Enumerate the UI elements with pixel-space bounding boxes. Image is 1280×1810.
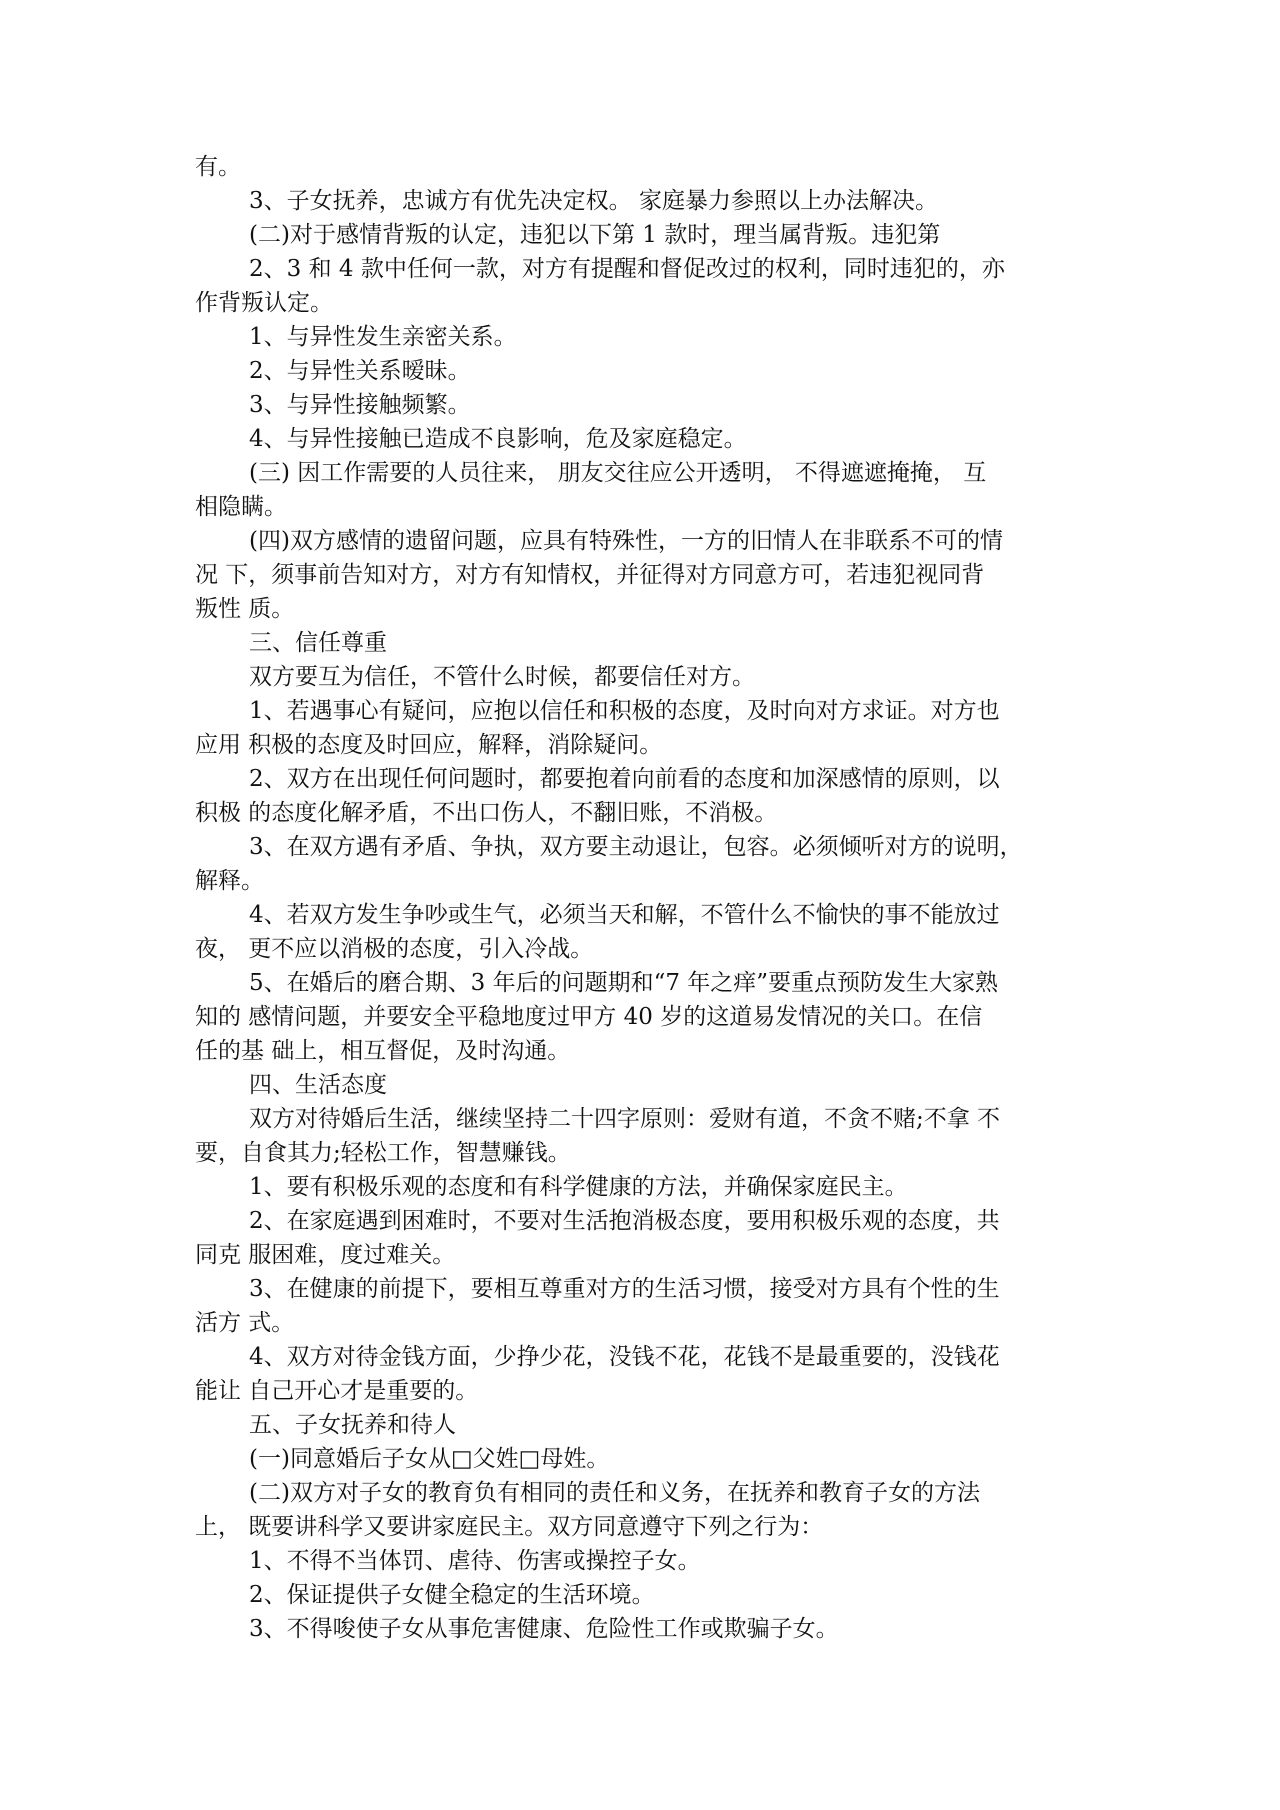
text-line: 任的基 础上，相互督促，及时沟通。: [195, 1038, 571, 1064]
text-line: 3、与异性接触频繁。: [249, 392, 471, 418]
text-line: 叛性 质。: [195, 596, 295, 622]
text-line: 应用 积极的态度及时回应，解释，消除疑问。: [195, 732, 663, 758]
paragraph: [195, 422, 1095, 456]
text-line: 活方 式。: [195, 1310, 295, 1336]
text-line: 2、在家庭遇到困难时，不要对生活抱消极态度，要用积极乐观的态度，共: [249, 1208, 1000, 1234]
text-line: 1、与异性发生亲密关系。: [249, 324, 517, 350]
text-line: (三) 因工作需要的人员往来， 朋友交往应公开透明， 不得遮遮掩掩， 互: [249, 460, 987, 486]
paragraph: [195, 388, 1095, 422]
text-line: 况 下，须事前告知对方，对方有知情权，并征得对方同意方可，若违犯视同背: [195, 562, 985, 588]
paragraph: [195, 762, 1095, 830]
text-line: (二)对于感情背叛的认定，违犯以下第 1 款时，理当属背叛。违犯第: [249, 222, 941, 248]
paragraph: [195, 1408, 1095, 1442]
text-line: 2、与异性关系暧昧。: [249, 358, 471, 384]
text-line: 2、3 和 4 款中任何一款，对方有提醒和督促改过的权利，同时违犯的，亦: [249, 256, 1005, 282]
text-line: 三、信任尊重: [249, 630, 387, 656]
paragraph: [195, 966, 1095, 1068]
document-body: [195, 150, 1095, 1646]
text-line: 能让 自己开心才是重要的。: [195, 1378, 479, 1404]
paragraph: [195, 1068, 1095, 1102]
paragraph: [195, 898, 1095, 966]
text-line: 4、与异性接触已造成不良影响，危及家庭稳定。: [249, 426, 747, 452]
text-line: 2、双方在出现任何问题时，都要抱着向前看的态度和加深感情的原则，以: [249, 766, 1000, 792]
text-line: 有。: [195, 154, 241, 180]
paragraph: [195, 1102, 1095, 1170]
paragraph: [195, 1170, 1095, 1204]
text-line: 3、不得唆使子女从事危害健康、危险性工作或欺骗子女。: [249, 1616, 839, 1642]
text-line: (二)双方对子女的教育负有相同的责任和义务，在抚养和教育子女的方法: [249, 1480, 980, 1506]
text-line: 要，自食其力;轻松工作，智慧赚钱。: [195, 1140, 571, 1166]
document-page: [195, 150, 1095, 1646]
paragraph: [195, 830, 1095, 898]
paragraph: [195, 184, 1095, 218]
text-line: 1、若遇事心有疑问，应抱以信任和积极的态度，及时向对方求证。对方也: [249, 698, 1000, 724]
text-line: 4、双方对待金钱方面，少挣少花，没钱不花，花钱不是最重要的，没钱花: [249, 1344, 1000, 1370]
paragraph: [195, 1544, 1095, 1578]
text-line: 积极 的态度化解矛盾，不出口伤人，不翻旧账，不消极。: [195, 800, 778, 826]
text-line: 同克 服困难，度过难关。: [195, 1242, 456, 1268]
paragraph: [195, 252, 1095, 320]
text-line: 3、在健康的前提下，要相互尊重对方的生活习惯，接受对方具有个性的生: [249, 1276, 1000, 1302]
text-line: 四、生活态度: [249, 1072, 387, 1098]
paragraph: [195, 320, 1095, 354]
text-line: 3、子女抚养，忠诚方有优先决定权。 家庭暴力参照以上办法解决。: [249, 188, 938, 214]
paragraph: [195, 626, 1095, 660]
text-line: 解释。: [195, 868, 264, 894]
paragraph: [195, 1612, 1095, 1646]
text-line: (一)同意婚后子女从□父姓□母姓。: [249, 1446, 610, 1472]
text-line: 1、不得不当体罚、虐待、伤害或操控子女。: [249, 1548, 701, 1574]
text-line: 双方要互为信任，不管什么时候，都要信任对方。: [249, 664, 755, 690]
text-line: 5、在婚后的磨合期、3 年后的问题期和“7 年之痒”要重点预防发生大家熟: [249, 970, 999, 996]
paragraph: [195, 1272, 1095, 1340]
paragraph: [195, 1476, 1095, 1544]
text-line: 3、在双方遇有矛盾、争执，双方要主动退让，包容。必须倾听对方的说明，: [249, 834, 1023, 860]
text-line: 夜， 更不应以消极的态度，引入冷战。: [195, 936, 594, 962]
paragraph: [195, 1340, 1095, 1408]
paragraph: [195, 524, 1095, 626]
paragraph: [195, 1578, 1095, 1612]
text-line: 知的 感情问题，并要安全平稳地度过甲方 40 岁的这道易发情况的关口。在信: [195, 1004, 983, 1030]
text-line: 2、保证提供子女健全稳定的生活环境。: [249, 1582, 655, 1608]
paragraph: [195, 150, 1095, 184]
text-line: 双方对待婚后生活，继续坚持二十四字原则：爱财有道，不贪不赌;不拿 不: [249, 1106, 1001, 1132]
text-line: 上， 既要讲科学又要讲家庭民主。双方同意遵守下列之行为：: [195, 1514, 824, 1540]
paragraph: [195, 354, 1095, 388]
paragraph: [195, 218, 1095, 252]
text-line: 作背叛认定。: [195, 290, 333, 316]
text-line: 1、要有积极乐观的态度和有科学健康的方法，并确保家庭民主。: [249, 1174, 908, 1200]
paragraph: [195, 1204, 1095, 1272]
text-line: (四)双方感情的遗留问题，应具有特殊性，一方的旧情人在非联系不可的情: [249, 528, 1003, 554]
paragraph: [195, 1442, 1095, 1476]
text-line: 4、若双方发生争吵或生气，必须当天和解，不管什么不愉快的事不能放过: [249, 902, 1000, 928]
text-line: 五、子女抚养和待人: [249, 1412, 456, 1438]
paragraph: [195, 456, 1095, 524]
paragraph: [195, 694, 1095, 762]
paragraph: [195, 660, 1095, 694]
text-line: 相隐瞒。: [195, 494, 287, 520]
